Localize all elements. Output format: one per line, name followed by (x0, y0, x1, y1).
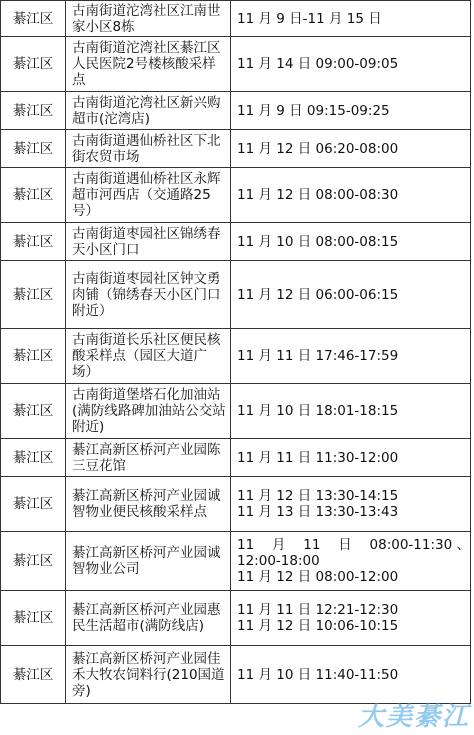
table-row (1, 37, 471, 92)
time-line: 11 月 12 日 08:00-08:30 (237, 187, 399, 203)
time-cell (231, 439, 471, 477)
table-row (1, 261, 471, 329)
time-cell (231, 532, 471, 591)
time-line: 11 月 12 日 06:20-08:00 (237, 140, 399, 157)
district-cell: 綦江区 (1, 261, 66, 329)
watermark-logo: 大美綦江 (357, 702, 470, 732)
location-cell: 綦江高新区桥河产业园惠民生活超市(满防线店) (66, 591, 231, 646)
district-cell: 綦江区 (1, 439, 66, 477)
time-line: 11 月 12 日 10:06-10:15 (237, 618, 399, 634)
time-cell (231, 92, 471, 130)
time-line: 11 月 11 日 08:00-11:30 、 (237, 537, 470, 553)
table-row (1, 384, 471, 439)
time-cell (231, 329, 471, 384)
location-cell: 古南街道沱湾社区綦江区人民医院2号楼核酸采样点 (66, 37, 231, 92)
district-cell: 綦江区 (1, 477, 66, 532)
time-cell (231, 384, 471, 439)
location-cell: 古南街道枣园社区锦绣春天小区门口 (66, 223, 231, 261)
location-cell: 綦江高新区桥河产业园诚智物业便民核酸采样点 (66, 477, 231, 532)
table-body (1, 1, 471, 704)
table-row (1, 130, 471, 168)
time-line: 11 月 10 日 08:00-08:15 (237, 233, 399, 250)
time-line: 11 月 11 日 11:30-12:00 (237, 449, 399, 466)
time-cell (231, 223, 471, 261)
location-cell: 古南街道长乐社区便民核酸采样点（园区大道广场） (66, 329, 231, 384)
time-cell (231, 37, 471, 92)
table-row (1, 1, 471, 37)
location-cell: 古南街道沱湾社区江南世家小区8栋 (66, 1, 231, 37)
location-cell: 綦江高新区桥河产业园诚智物业公司 (66, 532, 231, 591)
district-cell: 綦江区 (1, 130, 66, 168)
table-row (1, 329, 471, 384)
table-row (1, 168, 471, 223)
location-cell: 古南街道遇仙桥社区永辉超市河西店（交通路25号） (66, 168, 231, 223)
time-line: 11 月 11 日 17:46-17:59 (237, 348, 399, 364)
time-line: 12:00-18:00 (237, 553, 320, 569)
time-line: 11 月 11 日 12:21-12:30 (237, 602, 399, 618)
district-cell: 綦江区 (1, 1, 66, 37)
time-line: 11 月 9 日-11 月 15 日 (237, 10, 382, 27)
time-line: 11 月 12 日 13:30-14:15 (237, 488, 399, 504)
district-cell: 綦江区 (1, 223, 66, 261)
time-line: 11 月 14 日 09:00-09:05 (237, 56, 399, 72)
table-row (1, 439, 471, 477)
district-cell: 綦江区 (1, 92, 66, 130)
time-cell (231, 591, 471, 646)
time-cell (231, 168, 471, 223)
table-row (1, 646, 471, 704)
district-cell: 綦江区 (1, 591, 66, 646)
time-line: 11 月 13 日 13:30-13:43 (237, 504, 399, 520)
location-cell: 綦江高新区桥河产业园陈三豆花馆 (66, 439, 231, 477)
location-cell: 古南街道遇仙桥社区下北街农贸市场 (66, 130, 231, 168)
district-cell: 綦江区 (1, 168, 66, 223)
location-cell: 古南街道堡塔石化加油站(满防线路碑加油站公交站附近) (66, 384, 231, 439)
table-row (1, 591, 471, 646)
location-cell: 古南街道枣园社区钟文勇肉铺（锦绣春天小区门口附近） (66, 261, 231, 329)
time-cell (231, 646, 471, 704)
district-cell: 綦江区 (1, 384, 66, 439)
district-cell: 綦江区 (1, 532, 66, 591)
time-line: 11 月 12 日 06:00-06:15 (237, 286, 399, 303)
district-cell: 綦江区 (1, 329, 66, 384)
time-line: 11 月 9 日 09:15-09:25 (237, 102, 390, 119)
district-cell: 綦江区 (1, 646, 66, 704)
time-line: 11 月 12 日 08:00-12:00 (237, 569, 399, 585)
time-line: 11 月 10 日 18:01-18:15 (237, 403, 399, 419)
time-cell (231, 477, 471, 532)
table-row (1, 477, 471, 532)
time-line: 11 月 10 日 11:40-11:50 (237, 666, 399, 683)
time-cell (231, 1, 471, 37)
location-cell: 古南街道沱湾社区新兴购超市(沱湾店) (66, 92, 231, 130)
table-row (1, 532, 471, 591)
table-row (1, 92, 471, 130)
district-cell: 綦江区 (1, 37, 66, 92)
time-cell (231, 261, 471, 329)
location-cell: 綦江高新区桥河产业园佳禾大牧农饲料行(210国道旁) (66, 646, 231, 704)
table-row (1, 223, 471, 261)
time-cell (231, 130, 471, 168)
